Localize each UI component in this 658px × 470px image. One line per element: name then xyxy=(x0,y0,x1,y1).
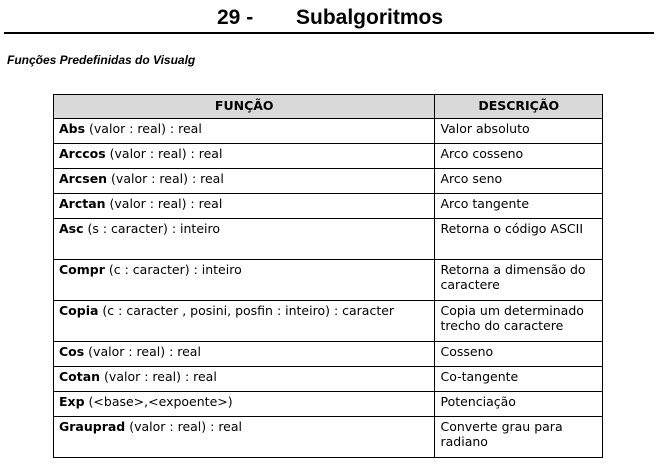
table-row xyxy=(54,260,603,301)
description-cell: Arco tangente xyxy=(435,194,603,219)
function-cell xyxy=(54,119,435,144)
description-cell: Converte grau para radiano xyxy=(435,417,603,458)
description-cell: Copia um determinado trecho do caractere xyxy=(435,301,603,342)
function-signature: (valor : real) : real xyxy=(85,121,202,136)
function-name: Grauprad xyxy=(59,419,126,434)
function-signature: (valor : real) : real xyxy=(125,419,243,434)
function-name: Copia xyxy=(59,303,99,318)
description-cell: Retorna o código ASCII xyxy=(435,219,603,260)
table-row xyxy=(54,119,603,144)
function-signature: (valor : real) : real xyxy=(100,369,217,384)
function-name: Arccos xyxy=(59,146,106,161)
function-signature: (s : caracter) : inteiro xyxy=(83,221,220,236)
column-header-description: DESCRIÇÃO xyxy=(435,95,603,119)
chapter-title: Subalgoritmos xyxy=(296,6,444,29)
function-cell xyxy=(54,392,435,417)
function-cell xyxy=(54,194,435,219)
description-cell: Arco cosseno xyxy=(435,144,603,169)
function-signature: (<base>,<expoente>) xyxy=(84,394,233,409)
function-cell xyxy=(54,301,435,342)
function-cell xyxy=(54,260,435,301)
table-row xyxy=(54,301,603,342)
function-cell xyxy=(54,169,435,194)
table-row xyxy=(54,219,603,260)
function-name: Abs xyxy=(59,121,86,136)
description-cell: Cosseno xyxy=(435,342,603,367)
table-row xyxy=(54,144,603,169)
chapter-number: 29 - xyxy=(217,6,254,29)
function-cell xyxy=(54,219,435,260)
function-signature: (c : caracter , posini, posfin : inteiro) : caracter xyxy=(98,303,395,318)
function-name: Arcsen xyxy=(59,171,108,186)
function-signature: (c : caracter) : inteiro xyxy=(104,262,242,277)
function-signature: (valor : real) : real xyxy=(105,196,223,211)
description-cell: Co-tangente xyxy=(435,367,603,392)
table-row xyxy=(54,417,603,458)
description-cell: Potenciação xyxy=(435,392,603,417)
section-title: Funções Predefinidas do Visualg xyxy=(7,53,196,67)
function-name: Cotan xyxy=(59,369,101,384)
function-signature: (valor : real) : real xyxy=(107,171,224,186)
function-name: Compr xyxy=(59,262,105,277)
description-cell: Arco seno xyxy=(435,169,603,194)
function-cell xyxy=(54,417,435,458)
function-signature: (valor : real) : real xyxy=(84,344,201,359)
table-row xyxy=(54,342,603,367)
function-cell xyxy=(54,367,435,392)
function-name: Asc xyxy=(59,221,84,236)
function-name: Exp xyxy=(59,394,85,409)
function-cell xyxy=(54,144,435,169)
table-row xyxy=(54,194,603,219)
table-row xyxy=(54,392,603,417)
function-name: Arctan xyxy=(59,196,106,211)
table-row xyxy=(54,169,603,194)
description-cell: Retorna a dimensão do caractere xyxy=(435,260,603,301)
description-cell: Valor absoluto xyxy=(435,119,603,144)
table-row xyxy=(54,367,603,392)
table-header-row xyxy=(54,95,603,119)
column-header-function: FUNÇÃO xyxy=(54,95,435,119)
function-cell xyxy=(54,342,435,367)
function-signature: (valor : real) : real xyxy=(105,146,223,161)
functions-table xyxy=(53,94,603,458)
function-name: Cos xyxy=(59,344,85,359)
chapter-header xyxy=(4,3,654,34)
